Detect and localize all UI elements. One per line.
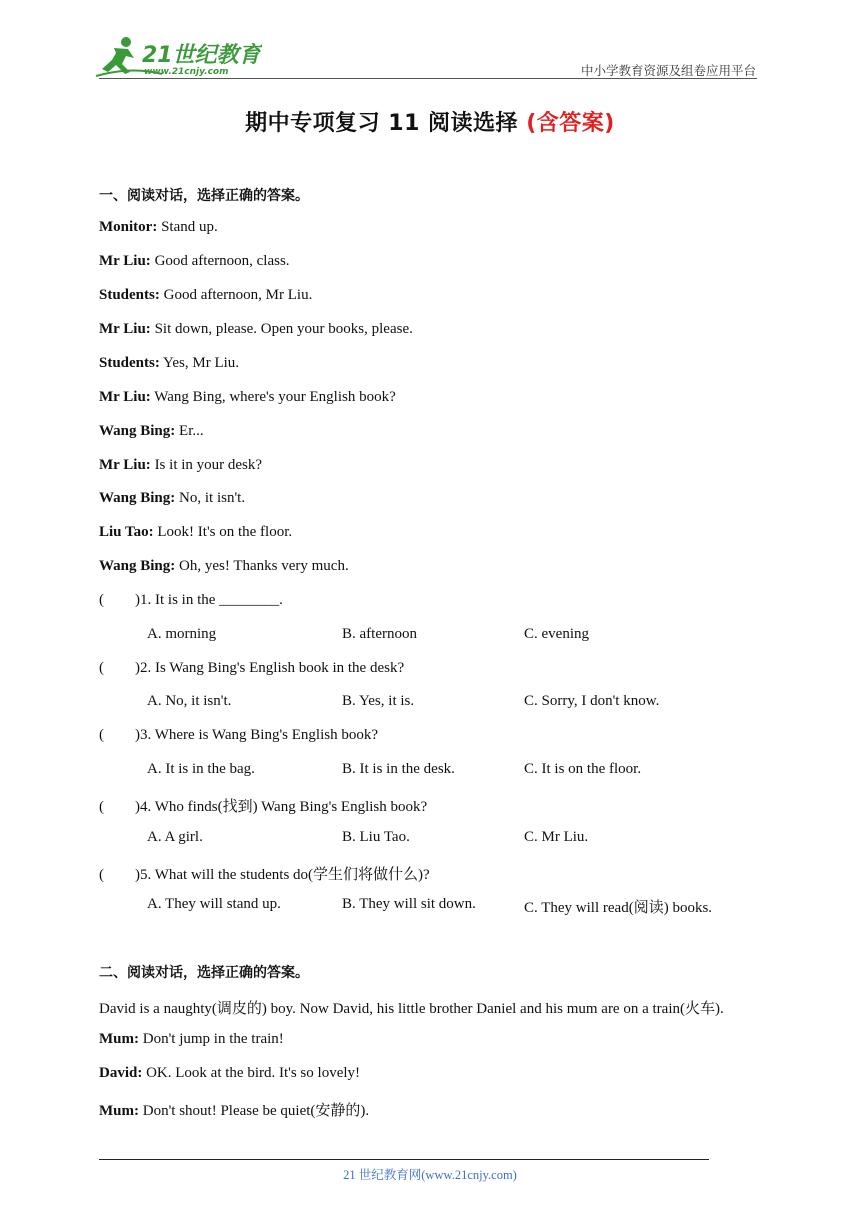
utterance: Don't jump in the train! <box>139 1031 284 1047</box>
option-c: C. Sorry, I don't know. <box>524 693 660 709</box>
speaker: Mr Liu: <box>99 389 151 405</box>
dialogue-line <box>99 219 218 236</box>
utterance: Stand up. <box>157 219 218 235</box>
speaker: Students: <box>99 355 160 371</box>
question-stem: )4. Who finds(找到) Wang Bing's English book? <box>135 799 428 815</box>
speaker: Wang Bing: <box>99 423 176 439</box>
utterance: Is it in your desk? <box>150 457 263 473</box>
speaker: Mr Liu: <box>99 457 151 473</box>
option-b: B. They will sit down. <box>342 896 476 912</box>
question-3 <box>99 727 378 744</box>
question-2 <box>99 660 404 677</box>
logo-url: www.21cnjy.com <box>144 67 229 77</box>
option-b: B. afternoon <box>342 626 417 642</box>
speaker: Wang Bing: <box>99 558 176 574</box>
utterance: No, it isn't. <box>175 490 246 506</box>
runner-logo-icon <box>92 36 262 78</box>
answer-blank[interactable]: ( <box>99 727 104 743</box>
utterance: Sit down, please. Open your books, please. <box>150 321 413 337</box>
section2-intro: David is a naughty(调皮的) boy. Now David, his little brother Daniel and his mum are on a train(火车). <box>99 1001 724 1017</box>
utterance: Look! It's on the floor. <box>153 524 293 540</box>
answer-blank[interactable]: ( <box>99 592 104 608</box>
page-title <box>0 106 860 137</box>
section2-heading: 二、阅读对话，选择正确的答案。 <box>99 965 309 981</box>
option-c: C. They will read(阅读) books. <box>524 900 713 916</box>
speaker: Students: <box>99 287 160 303</box>
dialogue-line <box>99 287 312 304</box>
utterance: Don't shout! Please be quiet(安静的). <box>139 1103 370 1119</box>
dialogue-line <box>99 1031 284 1048</box>
dialogue-line <box>99 457 262 474</box>
question-stem: )2. Is Wang Bing's English book in the desk? <box>135 660 405 676</box>
footer-divider <box>99 1159 709 1160</box>
dialogue-line <box>99 524 292 541</box>
utterance: Er... <box>175 423 204 439</box>
dialogue-line <box>99 558 349 575</box>
dialogue-line <box>99 1099 369 1120</box>
speaker: Mr Liu: <box>99 253 151 269</box>
site-logo[interactable] <box>92 36 262 78</box>
option-b: B. It is in the desk. <box>342 761 455 777</box>
option-b: B. Yes, it is. <box>342 693 415 709</box>
option-a: A. No, it isn't. <box>147 693 232 709</box>
question-4 <box>99 795 427 816</box>
answer-blank[interactable]: ( <box>99 799 104 815</box>
logo-wordmark: 21世纪教育 <box>142 43 261 68</box>
question-stem: )1. It is in the ________. <box>135 592 283 608</box>
dialogue-line <box>99 253 290 270</box>
header-divider <box>99 78 757 79</box>
dialogue-line <box>99 1065 360 1082</box>
dialogue-line <box>99 389 396 406</box>
dialogue-line <box>99 321 413 338</box>
utterance: Oh, yes! Thanks very much. <box>175 558 349 574</box>
question-stem: )5. What will the students do(学生们将做什么)? <box>135 867 430 883</box>
speaker: Mr Liu: <box>99 321 151 337</box>
utterance: Good afternoon, class. <box>150 253 290 269</box>
dialogue-line <box>99 490 245 507</box>
option-a: A. A girl. <box>147 829 203 845</box>
option-c: C. It is on the floor. <box>524 761 642 777</box>
utterance: Yes, Mr Liu. <box>159 355 240 371</box>
speaker: Mum: <box>99 1031 139 1047</box>
option-a: A. It is in the bag. <box>147 761 255 777</box>
option-a: A. They will stand up. <box>147 896 281 912</box>
title-main: 期中专项复习 11 阅读选择 <box>245 111 519 136</box>
question-stem: )3. Where is Wang Bing's English book? <box>135 727 378 743</box>
option-a: A. morning <box>147 626 217 642</box>
speaker: Mum: <box>99 1103 139 1119</box>
title-answer-tag: (含答案) <box>526 111 615 136</box>
dialogue-line <box>99 355 239 372</box>
header-tagline: 中小学教育资源及组卷应用平台 <box>580 63 756 78</box>
footer-link[interactable]: 21 世纪教育网(www.21cnjy.com) <box>343 1168 517 1182</box>
question-5 <box>99 863 430 884</box>
dialogue-line <box>99 423 204 440</box>
option-c: C. evening <box>524 626 589 642</box>
page-header <box>0 0 860 80</box>
option-b: B. Liu Tao. <box>342 829 410 845</box>
answer-blank[interactable]: ( <box>99 867 104 883</box>
option-c: C. Mr Liu. <box>524 829 589 845</box>
utterance: OK. Look at the bird. It's so lovely! <box>142 1065 361 1081</box>
question-1 <box>99 592 283 609</box>
speaker: David: <box>99 1065 143 1081</box>
answer-blank[interactable]: ( <box>99 660 104 676</box>
utterance: Wang Bing, where's your English book? <box>150 389 396 405</box>
section1-heading: 一、阅读对话，选择正确的答案。 <box>99 188 309 204</box>
utterance: Good afternoon, Mr Liu. <box>159 287 313 303</box>
speaker: Monitor: <box>99 219 158 235</box>
speaker: Liu Tao: <box>99 524 154 540</box>
speaker: Wang Bing: <box>99 490 176 506</box>
